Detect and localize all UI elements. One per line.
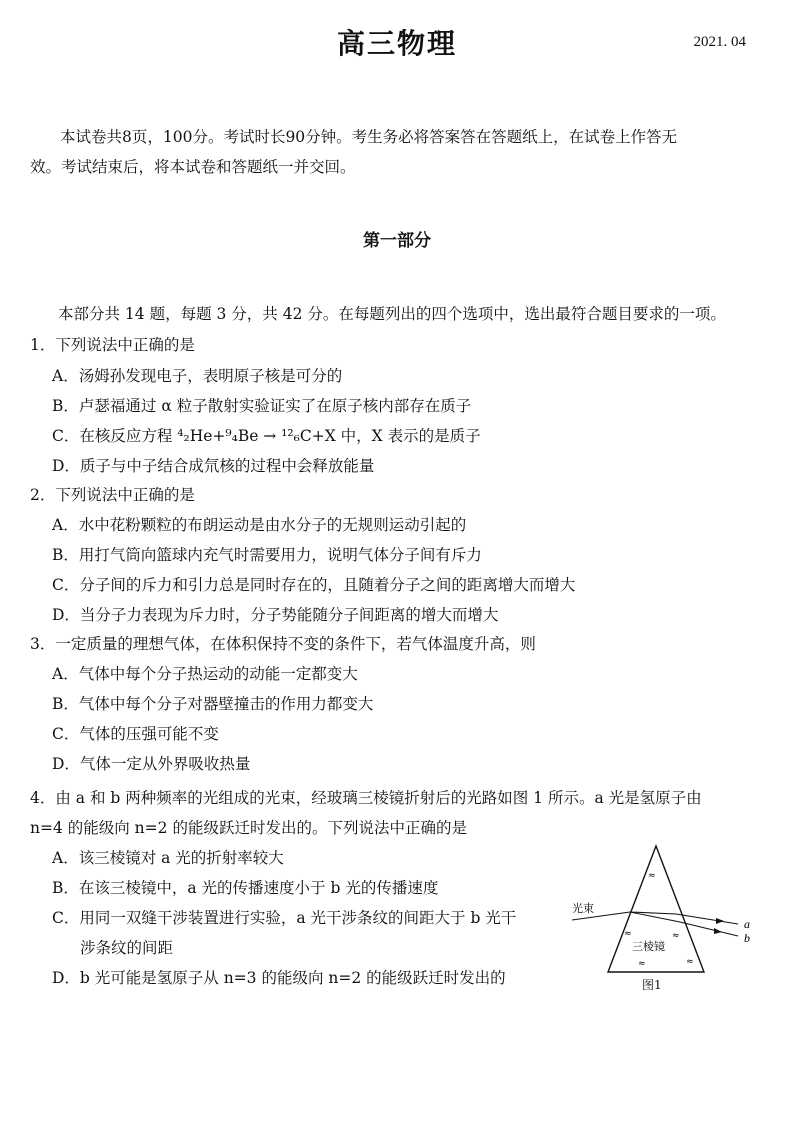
figure-caption: 图1 <box>642 978 662 992</box>
question-4-option-c-continued: 涉条纹的间距 <box>80 939 174 957</box>
question-1-stem: 1．下列说法中正确的是 <box>30 336 195 354</box>
question-4-stem-line-2: n=4 的能级向 n=2 的能级跃迁时发出的。下列说法中正确的是 <box>30 819 467 837</box>
question-4-option-a: A．该三棱镜对 a 光的折射率较大 <box>52 849 284 867</box>
prism-label: 三棱镜 <box>632 940 665 953</box>
question-4-option-b: B．在该三棱镜中，a 光的传播速度小于 b 光的传播速度 <box>52 879 439 897</box>
page-title: 高三物理 <box>336 27 457 60</box>
ray-b <box>680 922 738 936</box>
question-4-option-c: C．用同一双缝干涉装置进行实验，a 光干涉条纹的间距大于 b 光干 <box>52 909 517 927</box>
question-4-stem-line-1: 4．由 a 和 b 两种频率的光组成的光束，经玻璃三棱镜折射后的光路如图 1 所示。a 光是氢原子由 <box>30 789 702 807</box>
exam-date: 2021. 04 <box>693 34 746 50</box>
glass-hatch-2: ≈ <box>624 929 632 939</box>
question-3-option-c: C．气体的压强可能不变 <box>52 725 219 743</box>
section-title: 第一部分 <box>363 231 431 251</box>
question-2-option-c: C．分子间的斥力和引力总是同时存在的，且随着分子之间的距离增大而增大 <box>52 576 576 594</box>
beam-label: 光束 <box>572 902 594 915</box>
intro-line-1: 本试卷共8页，100分。考试时长90分钟。考生务必将答案答在答题纸上，在试卷上作答无 <box>60 128 678 146</box>
prism-diagram <box>568 838 758 998</box>
ray-b-arrow <box>714 928 722 934</box>
question-1-option-b: B．卢瑟福通过 α 粒子散射实验证实了在原子核内部存在质子 <box>52 397 472 415</box>
question-1-option-a: A．汤姆孙发现电子，表明原子核是可分的 <box>52 367 343 385</box>
glass-hatch-1: ≈ <box>648 871 656 881</box>
question-2-option-d: D．当分子力表现为斥力时，分子势能随分子间距离的增大而增大 <box>52 606 499 624</box>
question-1-option-d: D．质子与中子结合成氘核的过程中会释放能量 <box>52 457 375 475</box>
glass-hatch-4: ≈ <box>638 959 646 969</box>
ray-a-label: a <box>744 917 750 931</box>
glass-hatch-5: ≈ <box>686 957 694 967</box>
question-3-option-d: D．气体一定从外界吸收热量 <box>52 755 251 773</box>
glass-hatch-3: ≈ <box>672 931 680 941</box>
ray-b-label: b <box>744 931 750 945</box>
question-3-option-b: B．气体中每个分子对器壁撞击的作用力都变大 <box>52 695 374 713</box>
section-instructions: 本部分共 14 题，每题 3 分，共 42 分。在每题列出的四个选项中，选出最符合题目要求的一项。 <box>58 305 726 323</box>
question-2-stem: 2．下列说法中正确的是 <box>30 486 195 504</box>
question-3-option-a: A．气体中每个分子热运动的动能一定都变大 <box>52 665 358 683</box>
question-4-option-d: D．b 光可能是氢原子从 n=3 的能级向 n=2 的能级跃迁时发出的 <box>52 969 506 987</box>
intro-paragraph <box>30 122 755 182</box>
question-2-option-b: B．用打气筒向篮球内充气时需要用力，说明气体分子间有斥力 <box>52 546 482 564</box>
question-2-option-a: A．水中花粉颗粒的布朗运动是由水分子的无规则运动引起的 <box>52 516 467 534</box>
question-1-option-c: C．在核反应方程 ⁴₂He+⁹₄Be → ¹²₆C+X 中，X 表示的是质子 <box>52 427 481 445</box>
prism-triangle <box>608 846 704 972</box>
question-3-stem: 3．一定质量的理想气体，在体积保持不变的条件下，若气体温度升高，则 <box>30 635 536 653</box>
intro-line-2: 效。考试结束后，将本试卷和答题纸一并交回。 <box>30 158 356 176</box>
ray-a-arrow <box>716 918 724 924</box>
